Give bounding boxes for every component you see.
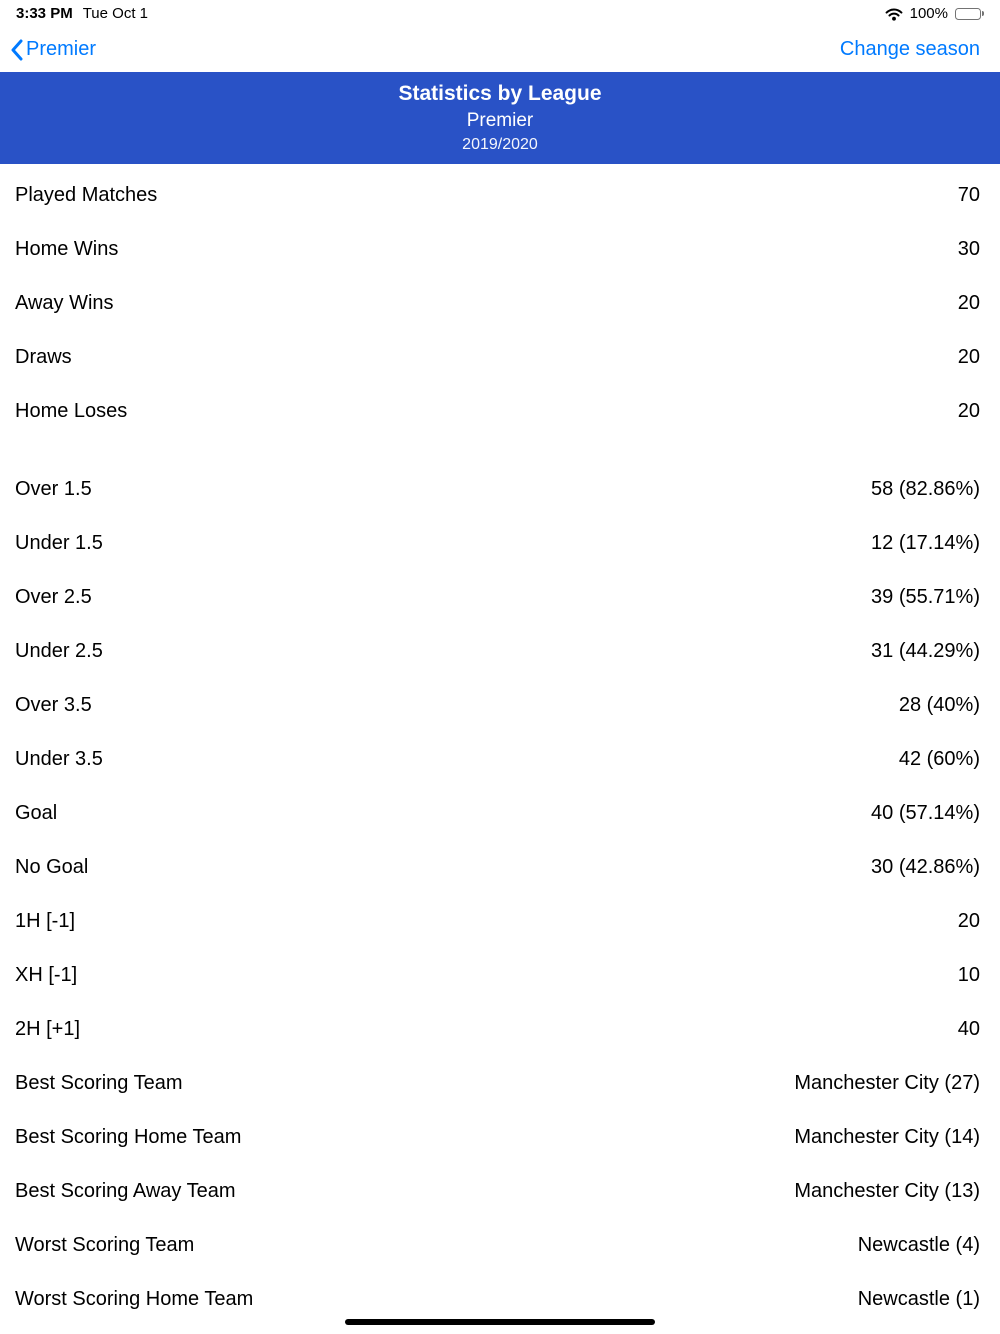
home-indicator[interactable] bbox=[345, 1319, 655, 1325]
stat-row bbox=[0, 330, 1000, 384]
stat-label: Home Loses bbox=[15, 399, 128, 422]
stat-value: 39 (55.71%) bbox=[871, 585, 980, 608]
stat-row bbox=[0, 1272, 1000, 1326]
stat-row bbox=[0, 516, 1000, 570]
stat-value: 20 bbox=[957, 909, 980, 932]
stat-label: Over 2.5 bbox=[15, 585, 92, 608]
stat-row bbox=[0, 462, 1000, 516]
stat-label: No Goal bbox=[15, 855, 89, 878]
stat-row bbox=[0, 1056, 1000, 1110]
header-season: 2019/2020 bbox=[462, 136, 538, 153]
stat-value: 20 bbox=[957, 291, 980, 314]
stat-value: 20 bbox=[957, 399, 980, 422]
stat-row bbox=[0, 168, 1000, 222]
battery-percent: 100% bbox=[909, 5, 948, 22]
status-date: Tue Oct 1 bbox=[82, 5, 149, 22]
stat-value: Manchester City (14) bbox=[794, 1125, 980, 1148]
stat-value: 20 bbox=[957, 345, 980, 368]
status-time: 3:33 PM bbox=[16, 5, 73, 22]
wifi-icon bbox=[885, 6, 903, 21]
stat-value: Manchester City (13) bbox=[794, 1179, 980, 1202]
back-label: Premier bbox=[26, 38, 97, 60]
stat-label: Best Scoring Team bbox=[15, 1071, 183, 1094]
stat-value: 58 (82.86%) bbox=[871, 477, 980, 500]
stat-value: 40 (57.14%) bbox=[871, 801, 980, 824]
stat-value: 40 bbox=[957, 1017, 980, 1040]
stat-row bbox=[0, 1164, 1000, 1218]
stat-label: Under 2.5 bbox=[15, 639, 103, 662]
status-bar-right bbox=[885, 5, 984, 22]
stat-label: 2H [+1] bbox=[15, 1017, 81, 1040]
stat-label: Played Matches bbox=[15, 183, 158, 206]
status-bar bbox=[0, 0, 1000, 27]
stat-label: Home Wins bbox=[15, 237, 119, 260]
change-season-button[interactable]: Change season bbox=[839, 38, 980, 60]
stat-row bbox=[0, 1002, 1000, 1056]
stat-label: Best Scoring Away Team bbox=[15, 1179, 236, 1202]
stat-value: 31 (44.29%) bbox=[871, 639, 980, 662]
stat-row bbox=[0, 570, 1000, 624]
stat-value: 12 (17.14%) bbox=[871, 531, 980, 554]
stat-row bbox=[0, 276, 1000, 330]
stat-row bbox=[0, 1218, 1000, 1272]
stat-row bbox=[0, 894, 1000, 948]
stat-value: 42 (60%) bbox=[898, 747, 980, 770]
stat-label: Over 1.5 bbox=[15, 477, 92, 500]
stat-value: 30 bbox=[957, 237, 980, 260]
header-league-name: Premier bbox=[466, 110, 534, 131]
stat-row bbox=[0, 948, 1000, 1002]
battery-icon bbox=[955, 8, 984, 20]
league-header bbox=[0, 72, 1000, 164]
stat-label: Over 3.5 bbox=[15, 693, 92, 716]
header-title: Statistics by League bbox=[398, 82, 602, 105]
stat-row bbox=[0, 840, 1000, 894]
stat-row bbox=[0, 786, 1000, 840]
stat-group bbox=[0, 168, 1000, 438]
stat-label: Worst Scoring Home Team bbox=[15, 1287, 254, 1310]
stat-row bbox=[0, 1110, 1000, 1164]
stat-value: 30 (42.86%) bbox=[871, 855, 980, 878]
stat-value: 70 bbox=[957, 183, 980, 206]
stat-label: Best Scoring Home Team bbox=[15, 1125, 242, 1148]
stat-value: Newcastle (4) bbox=[857, 1233, 980, 1256]
stats-list bbox=[0, 164, 1000, 1326]
stat-label: Under 3.5 bbox=[15, 747, 103, 770]
stat-label: Under 1.5 bbox=[15, 531, 103, 554]
stat-row bbox=[0, 222, 1000, 276]
stat-label: Goal bbox=[15, 801, 58, 824]
chevron-left-icon bbox=[10, 39, 23, 61]
stat-group bbox=[0, 462, 1000, 1326]
stat-row bbox=[0, 624, 1000, 678]
stat-row bbox=[0, 678, 1000, 732]
status-bar-left bbox=[16, 5, 148, 22]
stat-value: Newcastle (1) bbox=[857, 1287, 980, 1310]
stat-label: XH [-1] bbox=[15, 963, 78, 986]
stat-value: 28 (40%) bbox=[898, 693, 980, 716]
stat-value: 10 bbox=[957, 963, 980, 986]
stat-label: Draws bbox=[15, 345, 72, 368]
stat-label: Away Wins bbox=[15, 291, 114, 314]
nav-bar bbox=[0, 27, 1000, 72]
stat-value: Manchester City (27) bbox=[794, 1071, 980, 1094]
stat-label: 1H [-1] bbox=[15, 909, 76, 932]
stat-row bbox=[0, 732, 1000, 786]
stat-label: Worst Scoring Team bbox=[15, 1233, 195, 1256]
back-button[interactable] bbox=[10, 38, 96, 61]
stat-row bbox=[0, 384, 1000, 438]
